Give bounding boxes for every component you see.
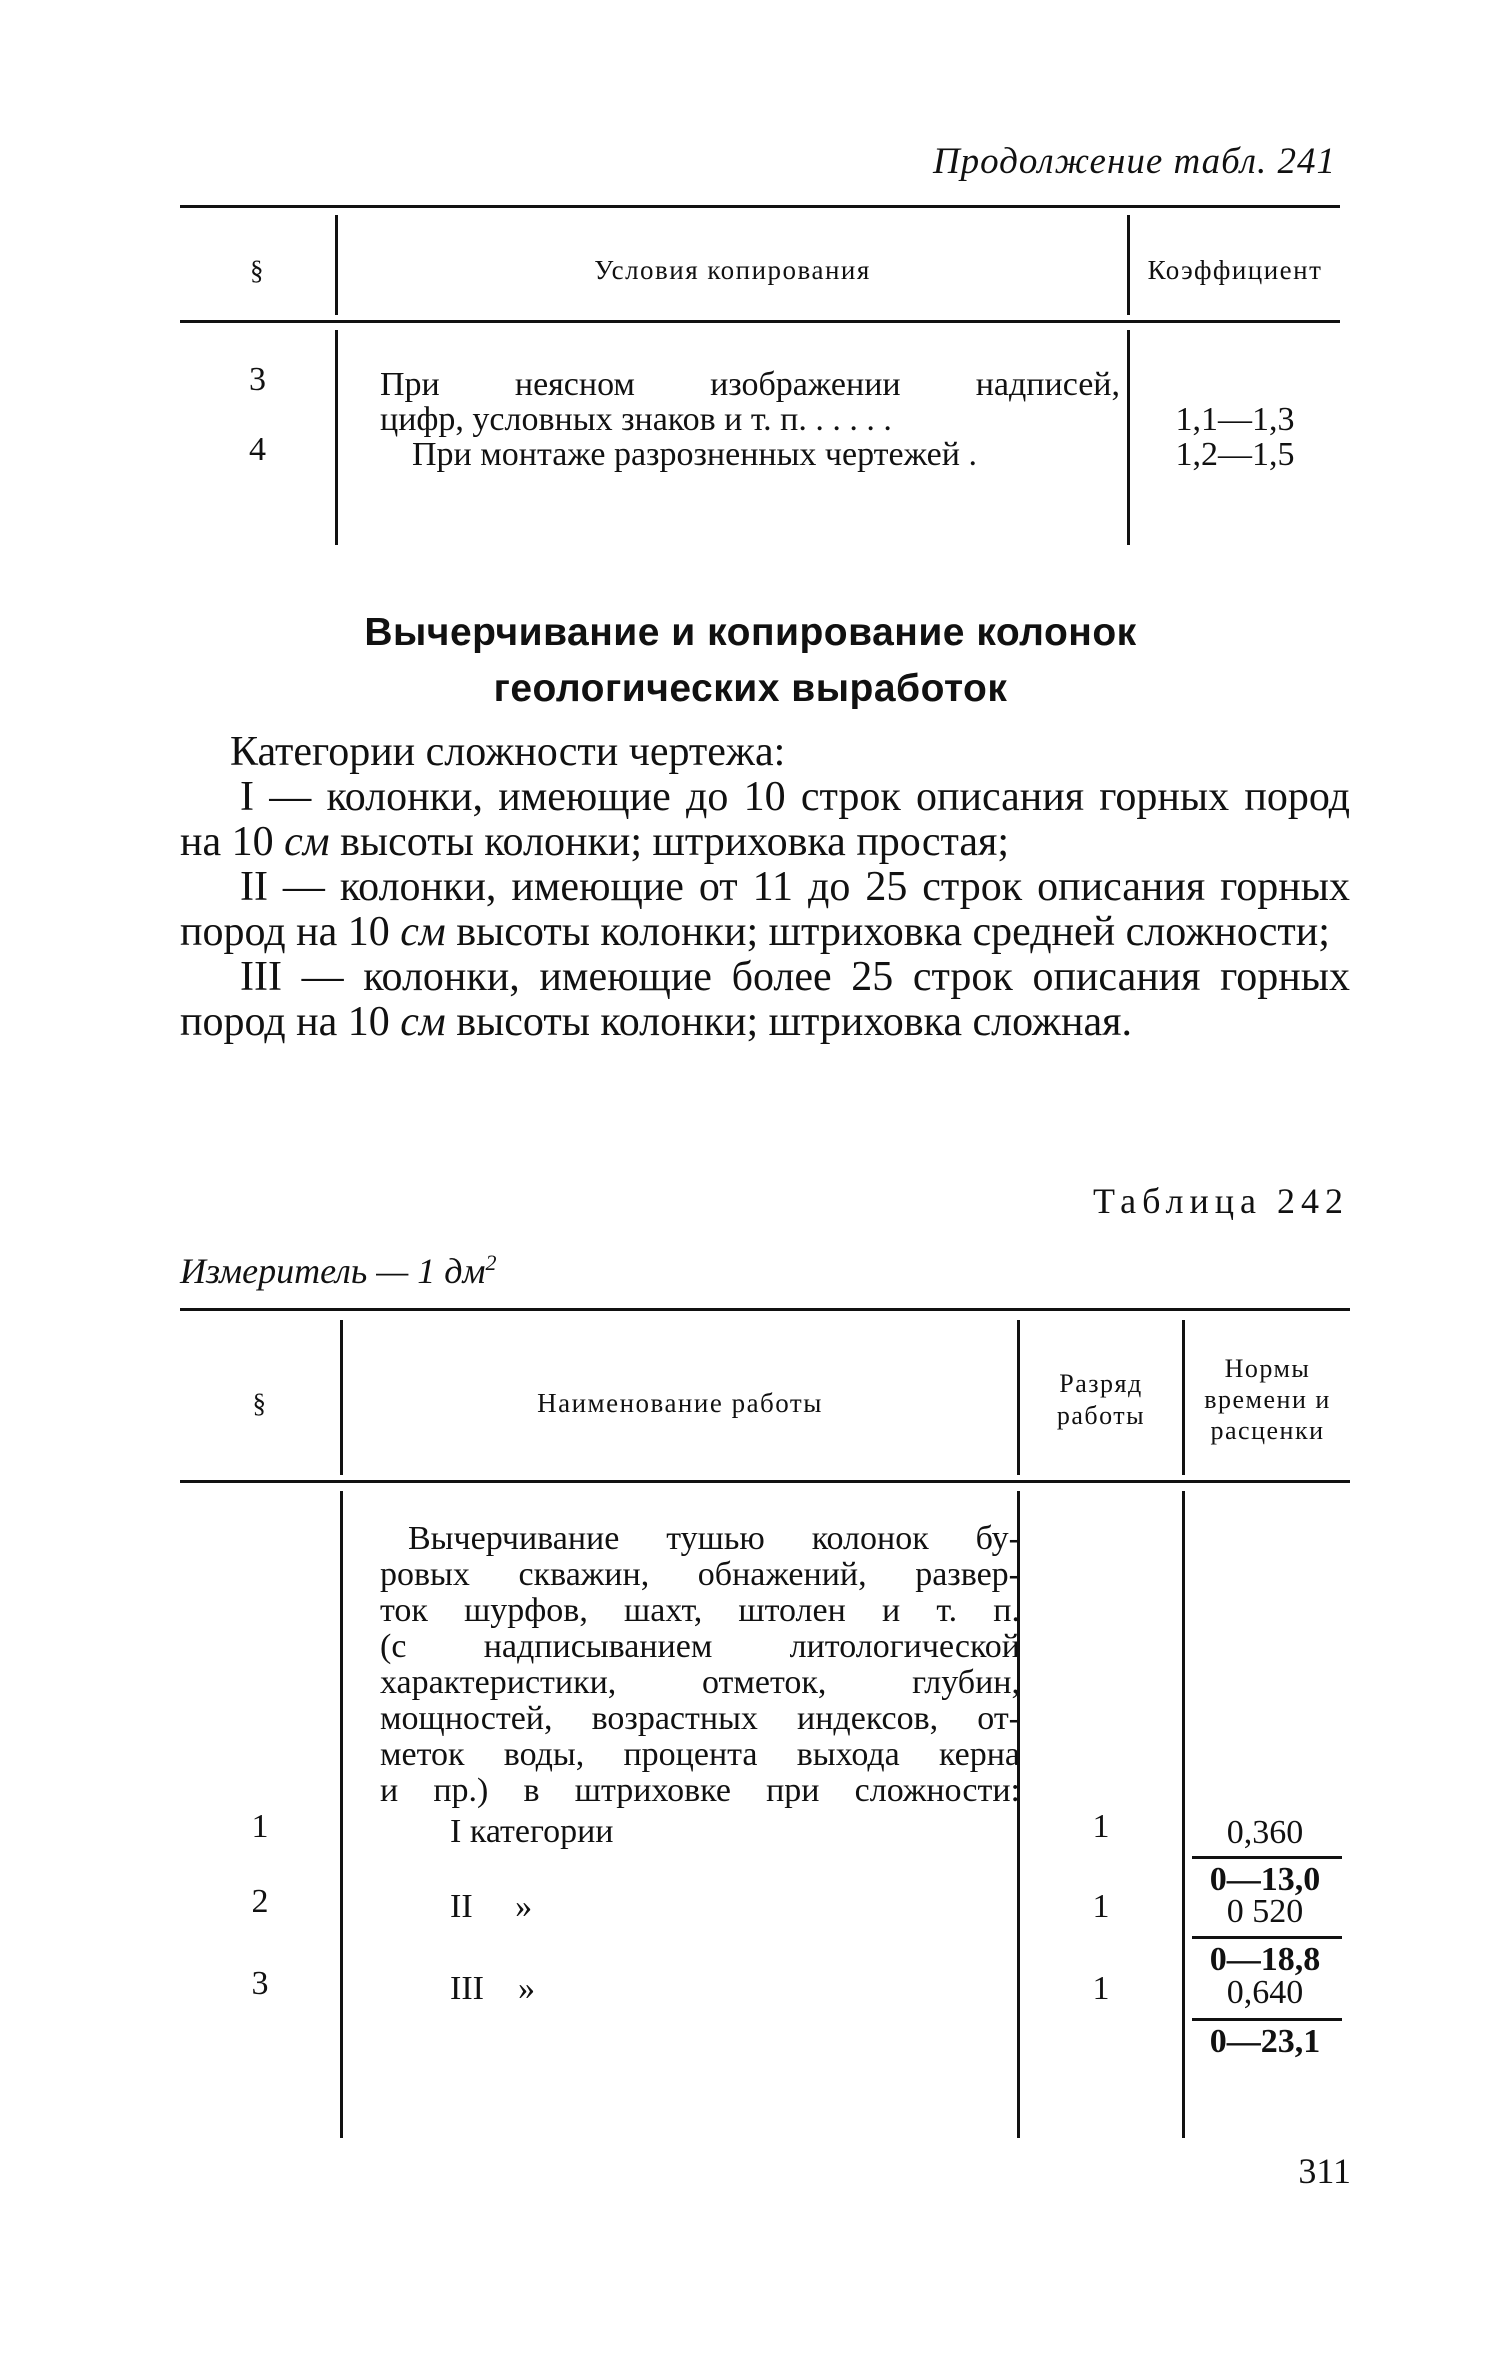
row-price: 0—23,1 [1209,2023,1321,2060]
table-241 [180,205,1340,545]
row-text: цифр, условных знаков и т. п. . . . . . [380,401,892,438]
row-time-norm: 0,360 [1226,1814,1304,1851]
coefficient-value: 1,1—1,3 [1175,401,1295,438]
row-section: 1 [251,1808,269,1845]
table-rule [180,1480,1350,1483]
header-grade: Разряд работы [1056,1369,1146,1430]
work-description: Вычерчивание тушью колонок бу- ровых скважин, обнажений, развер- ток шурфов, шахт, штолен и т. п. (с надписыванием литологической характеристики, отметок, глубин, мощностей, возрастных индексов, от- меток воды, процента выхода керна и пр.) в штриховке при сложности: [380,1520,1020,1809]
row-section: 2 [251,1883,269,1920]
row-price: 0—13,0 [1209,1861,1321,1898]
body-text [180,730,1350,1045]
row-time-norm: 0,640 [1226,1974,1304,2011]
row-name: I категории [450,1813,614,1850]
fraction-bar [1192,2018,1342,2021]
table-242 [180,1308,1350,2138]
fraction-bar [1192,1856,1342,1859]
table-label: Таблица 242 [1093,1181,1349,1221]
header-coefficient: Коэффициент [1147,255,1323,285]
section-title [0,605,1501,717]
page-number: 311 [1298,2151,1351,2191]
section-title-line: геологических выработок [493,667,1008,710]
row-price: 0—18,8 [1209,1941,1321,1978]
row-grade: 1 [1092,1808,1110,1845]
header-norms: Нормы времени и расценки [1204,1354,1331,1445]
column-divider [1182,1491,1185,2138]
column-divider [335,330,338,545]
row-section: 4 [249,431,266,468]
fraction-bar [1192,1936,1342,1939]
intro-paragraph: Категории сложности чертежа: [230,729,786,775]
row-text: При неясном изображении надписей, [380,366,1120,403]
row-name: II » [450,1888,533,1925]
header-section: § [252,1388,268,1418]
row-section: 3 [249,361,266,398]
header-section: § [250,255,265,285]
section-title-line: Вычерчивание и копирование колонок [364,611,1137,654]
row-grade: 1 [1092,1970,1110,2007]
measure-unit: Измеритель — 1 $дм^2$ [180,1250,497,1291]
header-conditions: Условия копирования [594,255,871,285]
continuation-caption: Продолжение табл. 241 [932,141,1336,182]
coefficient-value: 1,2—1,5 [1175,436,1295,473]
row-text: При монтаже разрозненных чертежей . [412,436,977,473]
table-rule [180,1308,1350,1311]
category-2-paragraph: II — колонки, имеющие от 11 до 25 строк описания горных пород на 10 см высоты колонки; штриховка средней сложности; [180,864,1350,955]
row-grade: 1 [1092,1888,1110,1925]
row-name: III » [450,1970,535,2007]
table-rule [180,205,1340,208]
category-3-paragraph: III — колонки, имеющие более 25 строк описания горных пород на 10 см высоты колонки; штриховка сложная. [180,954,1350,1045]
table-rule [180,320,1340,323]
header-work-name: Наименование работы [537,1388,823,1418]
row-section: 3 [251,1965,269,2002]
row-time-norm: 0 520 [1226,1893,1304,1930]
category-1-paragraph: I — колонки, имеющие до 10 строк описания горных пород на 10 см высоты колонки; штриховка простая; [180,774,1350,865]
column-divider [340,1491,343,2138]
